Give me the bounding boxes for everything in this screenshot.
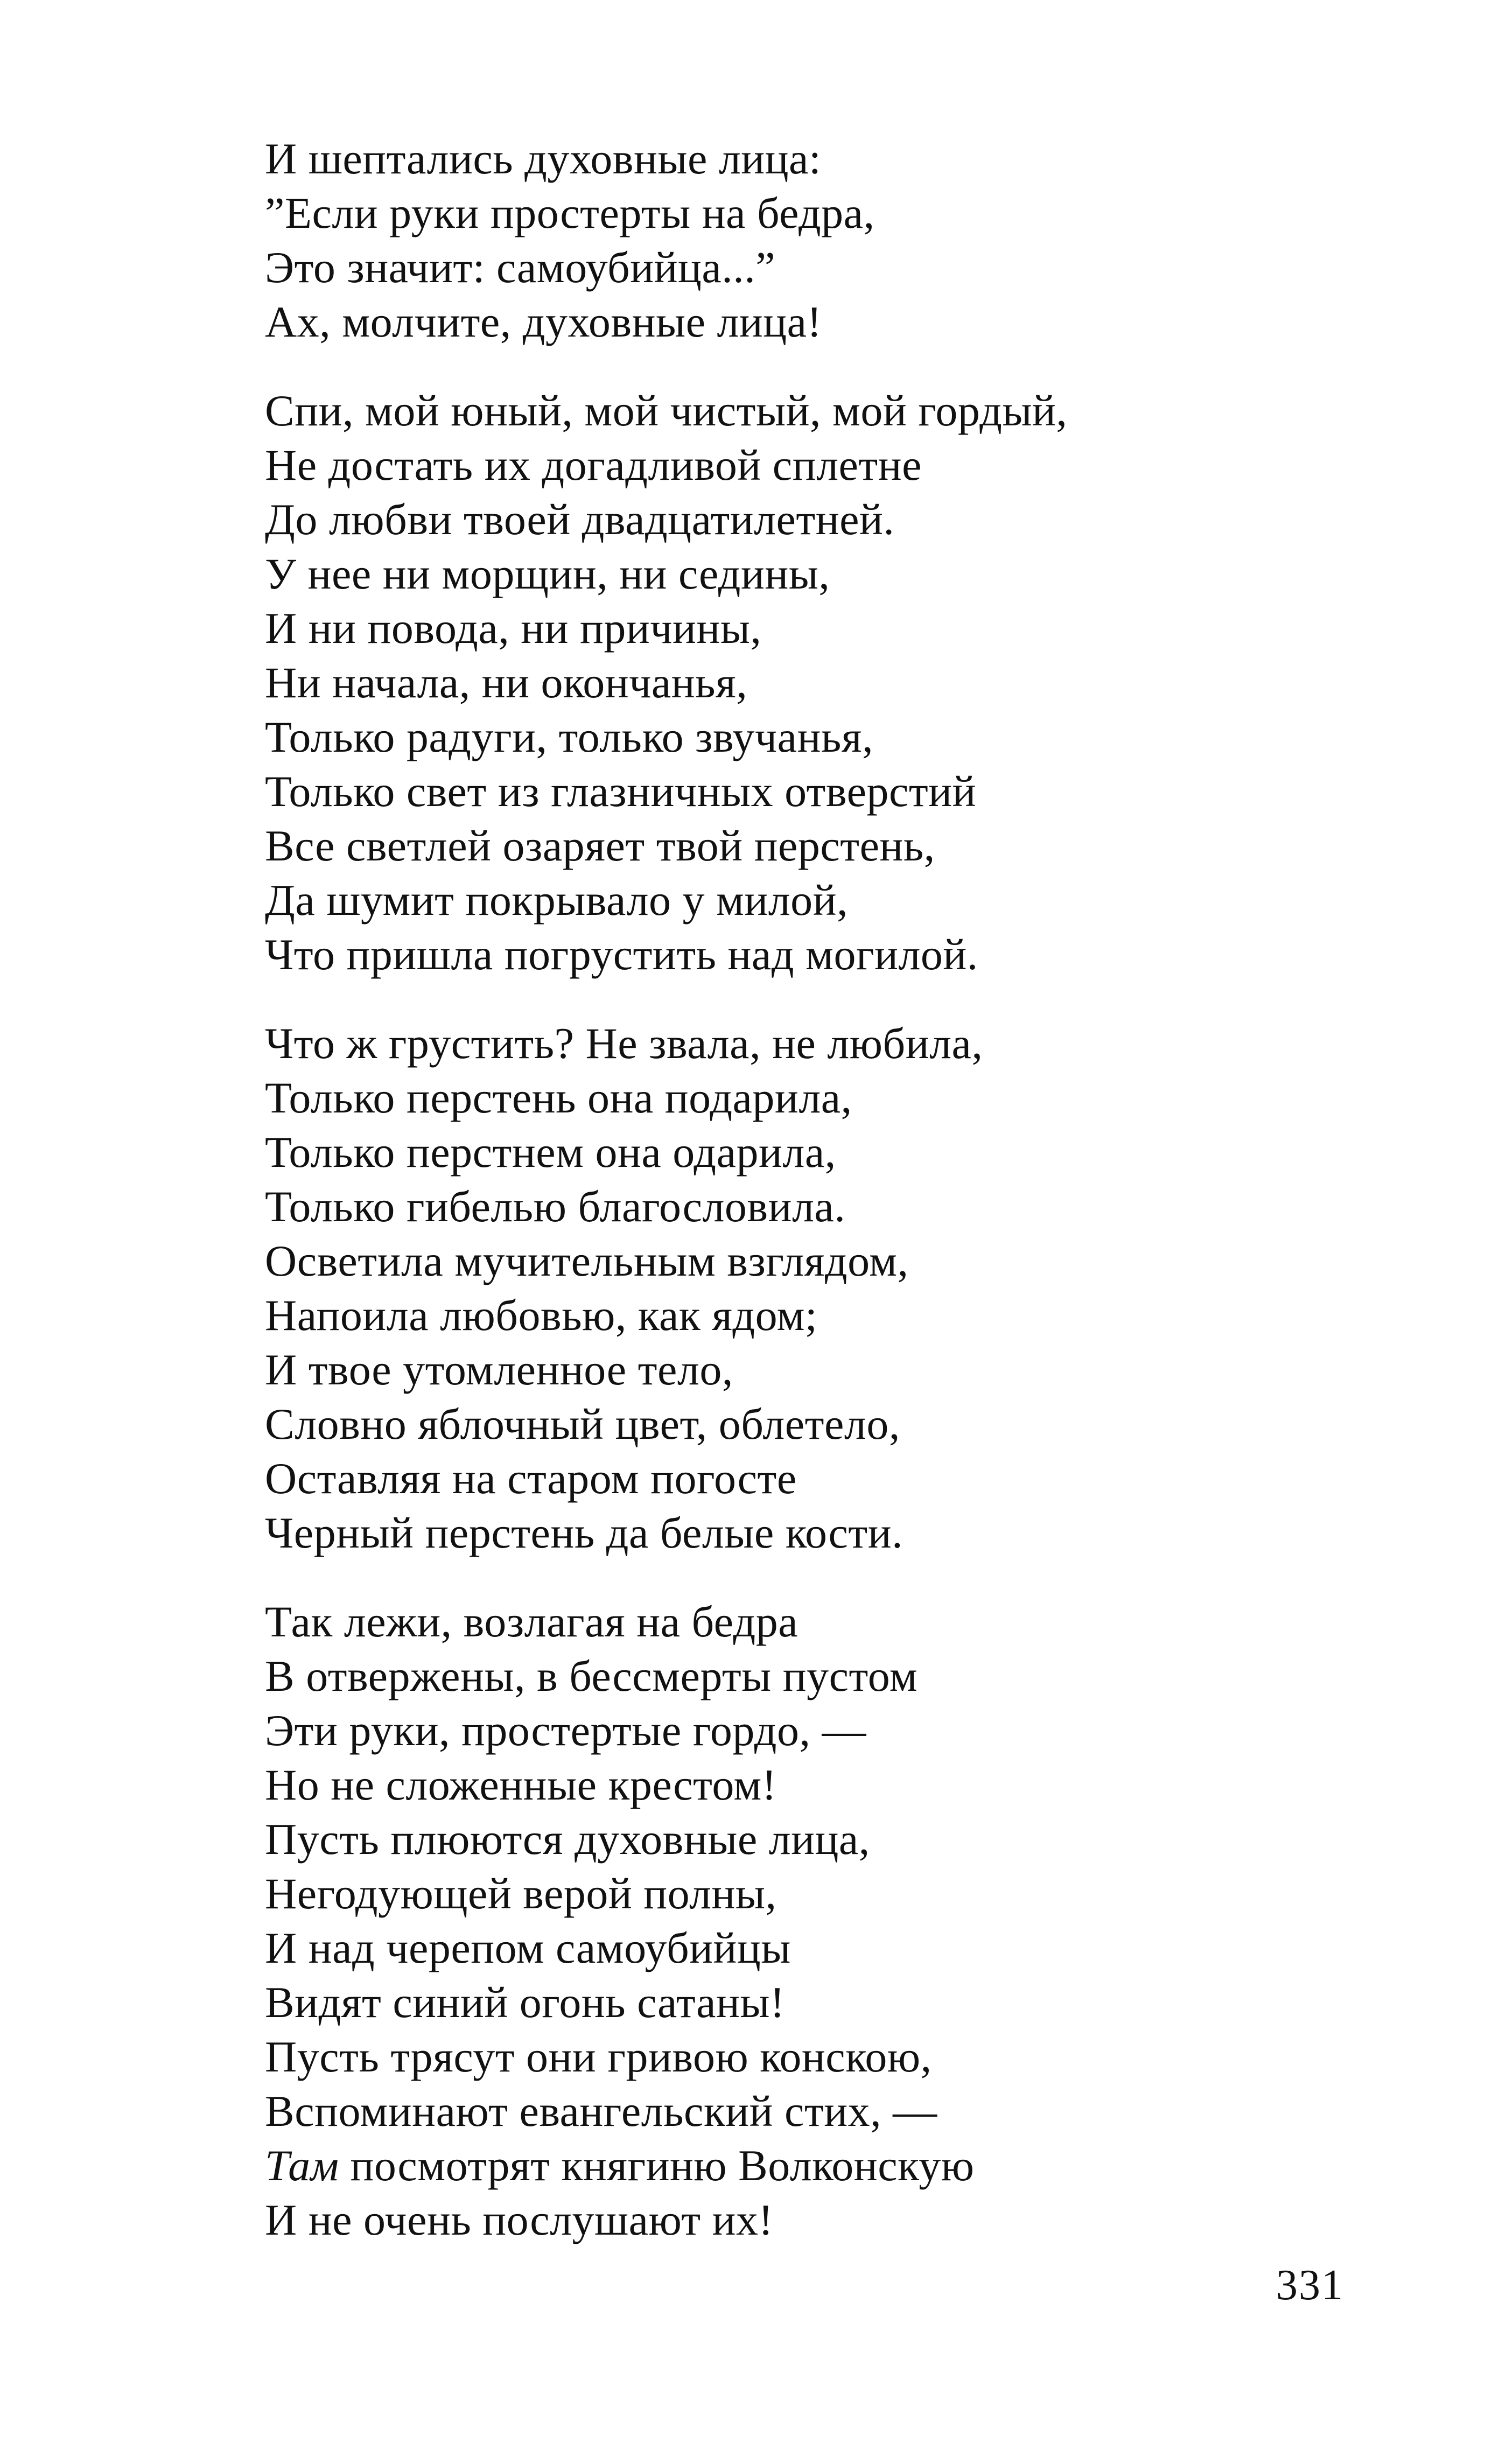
poem-line: Только радуги, только звучанья, [265,712,874,761]
poem-line: Оставляя на старом погосте [265,1454,797,1503]
poem-line: У нее ни морщин, ни седины, [265,549,830,598]
poem-line: Только гибелью благословила. [265,1182,846,1231]
poem-line: Ни начала, ни окончанья, [265,658,748,707]
poem-line: Ах, молчите, духовные лица! [265,297,822,346]
poem-line: Вспоминают евангельский стих, — [265,2087,937,2136]
poem-line: И шептались духовные лица: [265,134,822,183]
poem-line: Но не сложенные крестом! [265,1760,777,1809]
poem-line: До любви твоей двадцатилетней. [265,495,895,544]
poem-line: Только перстень она подарила, [265,1073,852,1122]
poem-line: Все светлей озаряет твой перстень, [265,821,935,870]
poem-line: И твое утомленное тело, [265,1345,733,1394]
italic-line-rest: посмотрят княгиню Волконскую [339,2141,975,2190]
poem [265,131,1396,2247]
poem-line: Эти руки, простертые гордо, — [265,1706,867,1755]
poem-line: Это значит: самоубийца...” [265,243,776,292]
stanza-3 [265,1016,1396,1560]
poem-line: Только свет из глазничных отверстий [265,767,977,816]
poem-line: Осветила мучительным взглядом, [265,1236,909,1285]
poem-line: И над черепом самоубийцы [265,1923,791,1972]
poem-line: Негодующей верой полны, [265,1869,777,1918]
poem-line: Напоила любовью, как ядом; [265,1291,818,1340]
page-number: 331 [1276,2262,1344,2309]
poem-line: Да шумит покрывало у милой, [265,876,849,925]
stanza-1 [265,131,1396,349]
poem-line: И не очень послушают их! [265,2195,774,2244]
poem-line: Только перстнем она одарила, [265,1128,836,1177]
poem-line: Черный перстень да белые кости. [265,1508,903,1557]
italic-word: Там [265,2141,339,2190]
poem-line: ”Если руки простерты на бедра, [265,188,875,237]
poem-line: И ни повода, ни причины, [265,604,762,653]
poem-line: Что пришла погрустить над могилой. [265,930,978,979]
poem-line: Пусть трясут они гривою конскою, [265,2032,932,2081]
poem-line-with-italic [265,2138,1396,2193]
poem-line: Спи, мой юный, мой чистый, мой гордый, [265,386,1068,435]
poem-line: Так лежи, возлагая на бедра [265,1597,798,1646]
poem-line: В отвержены, в бессмерты пустом [265,1651,918,1700]
stanza-2 [265,383,1396,982]
poem-line: Не достать их догадливой сплетне [265,440,922,489]
poem-line: Что ж грустить? Не звала, не любила, [265,1019,983,1068]
poem-line: Словно яблочный цвет, облетело, [265,1399,900,1448]
poem-line: Видят синий огонь сатаны! [265,1978,785,2027]
poem-line: Пусть плюются духовные лица, [265,1815,870,1864]
stanza-4 [265,1594,1396,2247]
